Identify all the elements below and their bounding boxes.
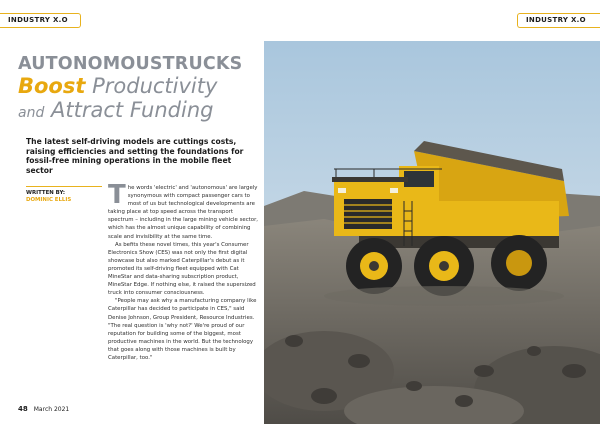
drop-cap: T — [108, 180, 126, 210]
headline-line-1: AUTONOMOUSTRUCKS — [18, 54, 243, 74]
haul-truck-photo — [264, 41, 600, 424]
page-number: 48 — [18, 405, 28, 413]
headline — [18, 54, 258, 125]
byline-author: DOMINIC ELLIS — [26, 197, 72, 203]
headline-boost: Boost — [18, 74, 86, 98]
headline-line-2 — [18, 74, 258, 98]
section-tag-right: INDUSTRY X.O — [517, 13, 600, 28]
headline-and: and — [18, 105, 45, 121]
headline-attract: Attract Funding — [51, 98, 214, 122]
body-text-1: he words 'electric' and 'autonomous' are largely synonymous with compact passenger cars to most of us but technological developments are taking place at top speed across the transport spectrum – including in the large mining vehicle sector, which has the almost unique capability of combining scale and invisibility at the same time. — [108, 185, 259, 240]
headline-productivity: Productivity — [92, 74, 218, 98]
folio — [18, 405, 69, 413]
shadow — [324, 286, 564, 306]
standfirst: The latest self-driving models are cuttings costs, raising efficiencies and setting the foundations for fossil-free mining operations in the mobile fleet sector — [26, 137, 244, 175]
body-paragraph-1 — [108, 180, 260, 241]
section-tag-left: INDUSTRY X.O — [0, 13, 81, 28]
body-paragraph-2: As befits these novel times, this year's Consumer Electronics Show (CES) was not only the first digital showcase but also marked Caterpillar's debut as it promoted its self-driving fleet equipped with Cat MineStar and data-sharing subscription product, MineStar Edge. If nothing else, it raised the supersized truck into consumer consciousness. — [108, 241, 256, 297]
truck-illustration — [264, 41, 600, 424]
headline-line-3 — [18, 98, 258, 125]
byline-label: WRITTEN BY: — [26, 190, 66, 196]
byline — [26, 186, 102, 204]
issue-date: March 2021 — [33, 406, 70, 413]
body-paragraph-3: "People may ask why a manufacturing company like Caterpillar has decided to participate in CES," said Denise Johnson, Group President, Resource Industries. "The real question is 'why not?' We're proud of our reputation for building some of the biggest, most productive machines in the world. But the technology that goes along with those machines is built by Caterpillar, too." — [108, 298, 257, 361]
article-body — [108, 180, 260, 362]
article-page-left — [0, 0, 262, 424]
